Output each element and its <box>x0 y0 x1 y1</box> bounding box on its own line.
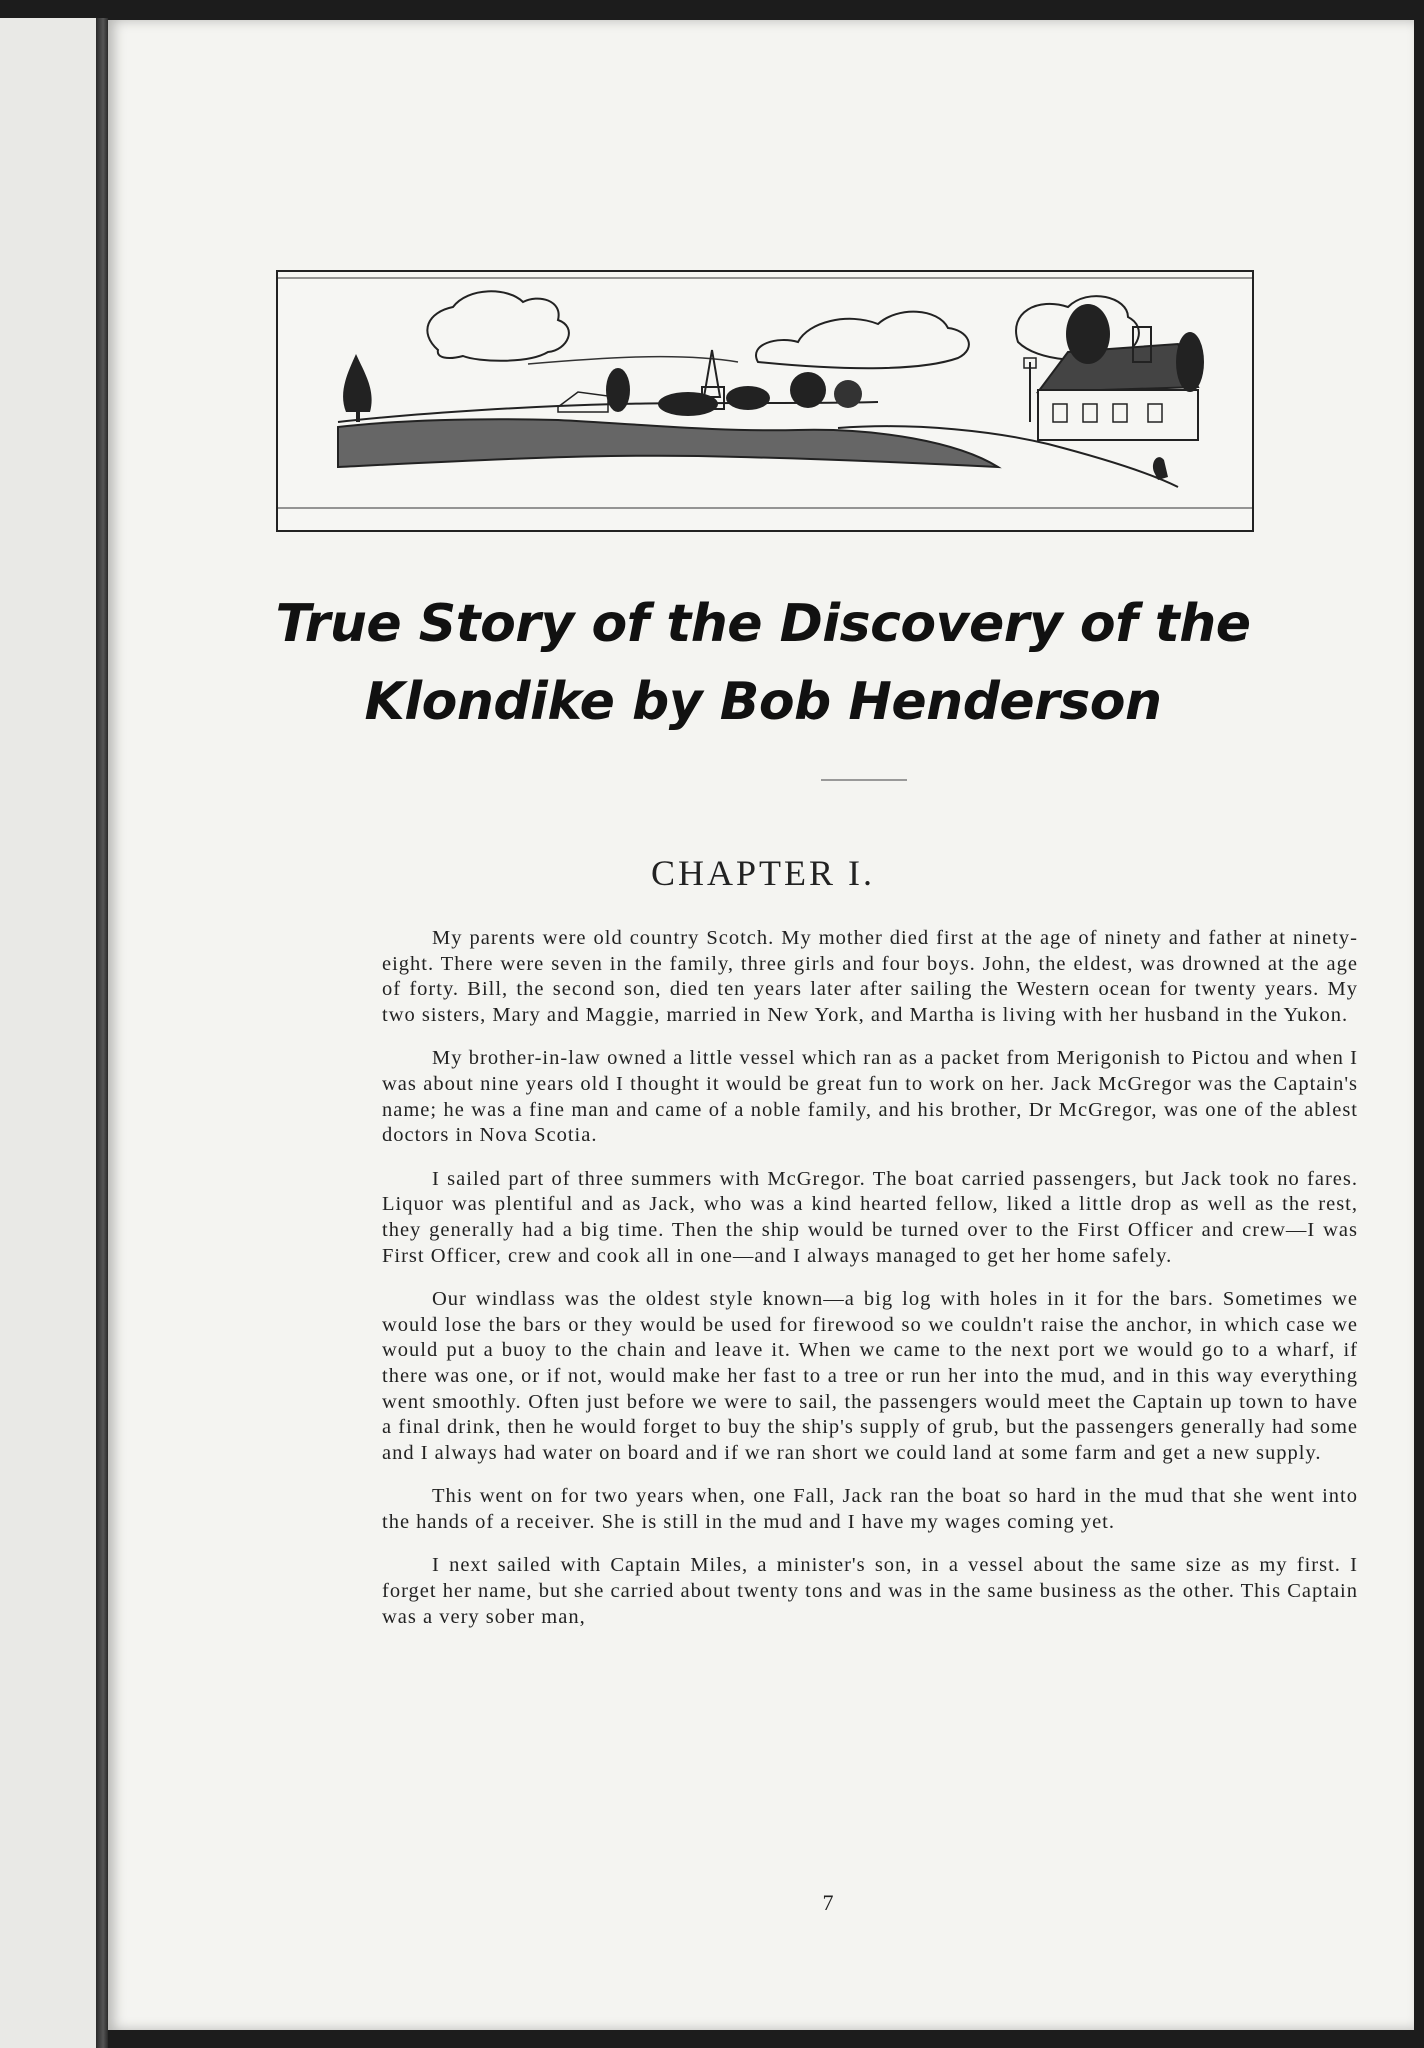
book-page <box>108 20 1414 2030</box>
title-line-2: Klondike by Bob Henderson <box>364 672 1162 732</box>
page-number: 7 <box>822 1890 834 1915</box>
book-spine <box>96 18 108 2048</box>
paragraph-3: I sailed part of three summers with McGregor. The boat carried passengers, but Jack took no fares. Liquor was plentiful and as Jack, who was a kind hearted fellow, liked a little drop as well as the rest, they generally had a big time. Then the ship would be turned over to the First Officer and crew—I was First Officer, crew and cook all in one—and I always managed to get her home safely. <box>382 1167 1358 1267</box>
left-page-edge <box>0 18 100 2048</box>
chapter-body <box>382 926 1358 1648</box>
header-illustration <box>276 270 1254 532</box>
story-title <box>268 585 1258 741</box>
title-divider <box>821 779 907 781</box>
chapter-heading: CHAPTER I. <box>650 853 875 893</box>
paragraph-1: My parents were old country Scotch. My mother died first at the age of ninety and father at ninety-eight. There were seven in the family, three girls and four boys. John, the eldest, was drowned at the age of forty. Bill, the second son, died ten years later after sailing the Western ocean for twenty years. My two sisters, Mary and Maggie, married in New York, and Martha is living with her husband in the Yukon. <box>382 927 1358 1026</box>
landscape-illustration <box>278 272 1252 530</box>
paragraph-2: My brother-in-law owned a little vessel which ran as a packet from Merigonish to Pictou and when I was about nine years old I thought it would be great fun to work on her. Jack McGregor was the Captain's name; he was a fine man and came of a noble family, and his brother, Dr McGregor, was one of the ablest doctors in Nova Scotia. <box>382 1047 1358 1147</box>
title-line-1: True Story of the Discovery of the <box>275 594 1251 654</box>
paragraph-4: Our windlass was the oldest style known—a big log with holes in it for the bars. Sometimes we would lose the bars or they would be used for firewood so we couldn't raise the anchor, in which case we would put a buoy to the chain and leave it. When we came to the next port we would go to a wharf, if there was one, or if not, would make her fast to a tree or run her into the mud, and in this way everything went smoothly. Often just before we were to sail, the passengers would meet the Captain up town to have a final drink, then he would forget to buy the ship's supply of grub, but the passengers generally had some and I always had water on board and if we ran short we could land at some farm and get a new supply. <box>382 1288 1358 1464</box>
paragraph-5: This went on for two years when, one Fall, Jack ran the boat so hard in the mud that she went into the hands of a receiver. She is still in the mud and I have my wages coming yet. <box>382 1485 1358 1533</box>
paragraph-6: I next sailed with Captain Miles, a minister's son, in a vessel about the same size as my first. I forget her name, but she carried about twenty tons and was in the same business as the other. This Captain was a very sober man, <box>382 1554 1358 1628</box>
